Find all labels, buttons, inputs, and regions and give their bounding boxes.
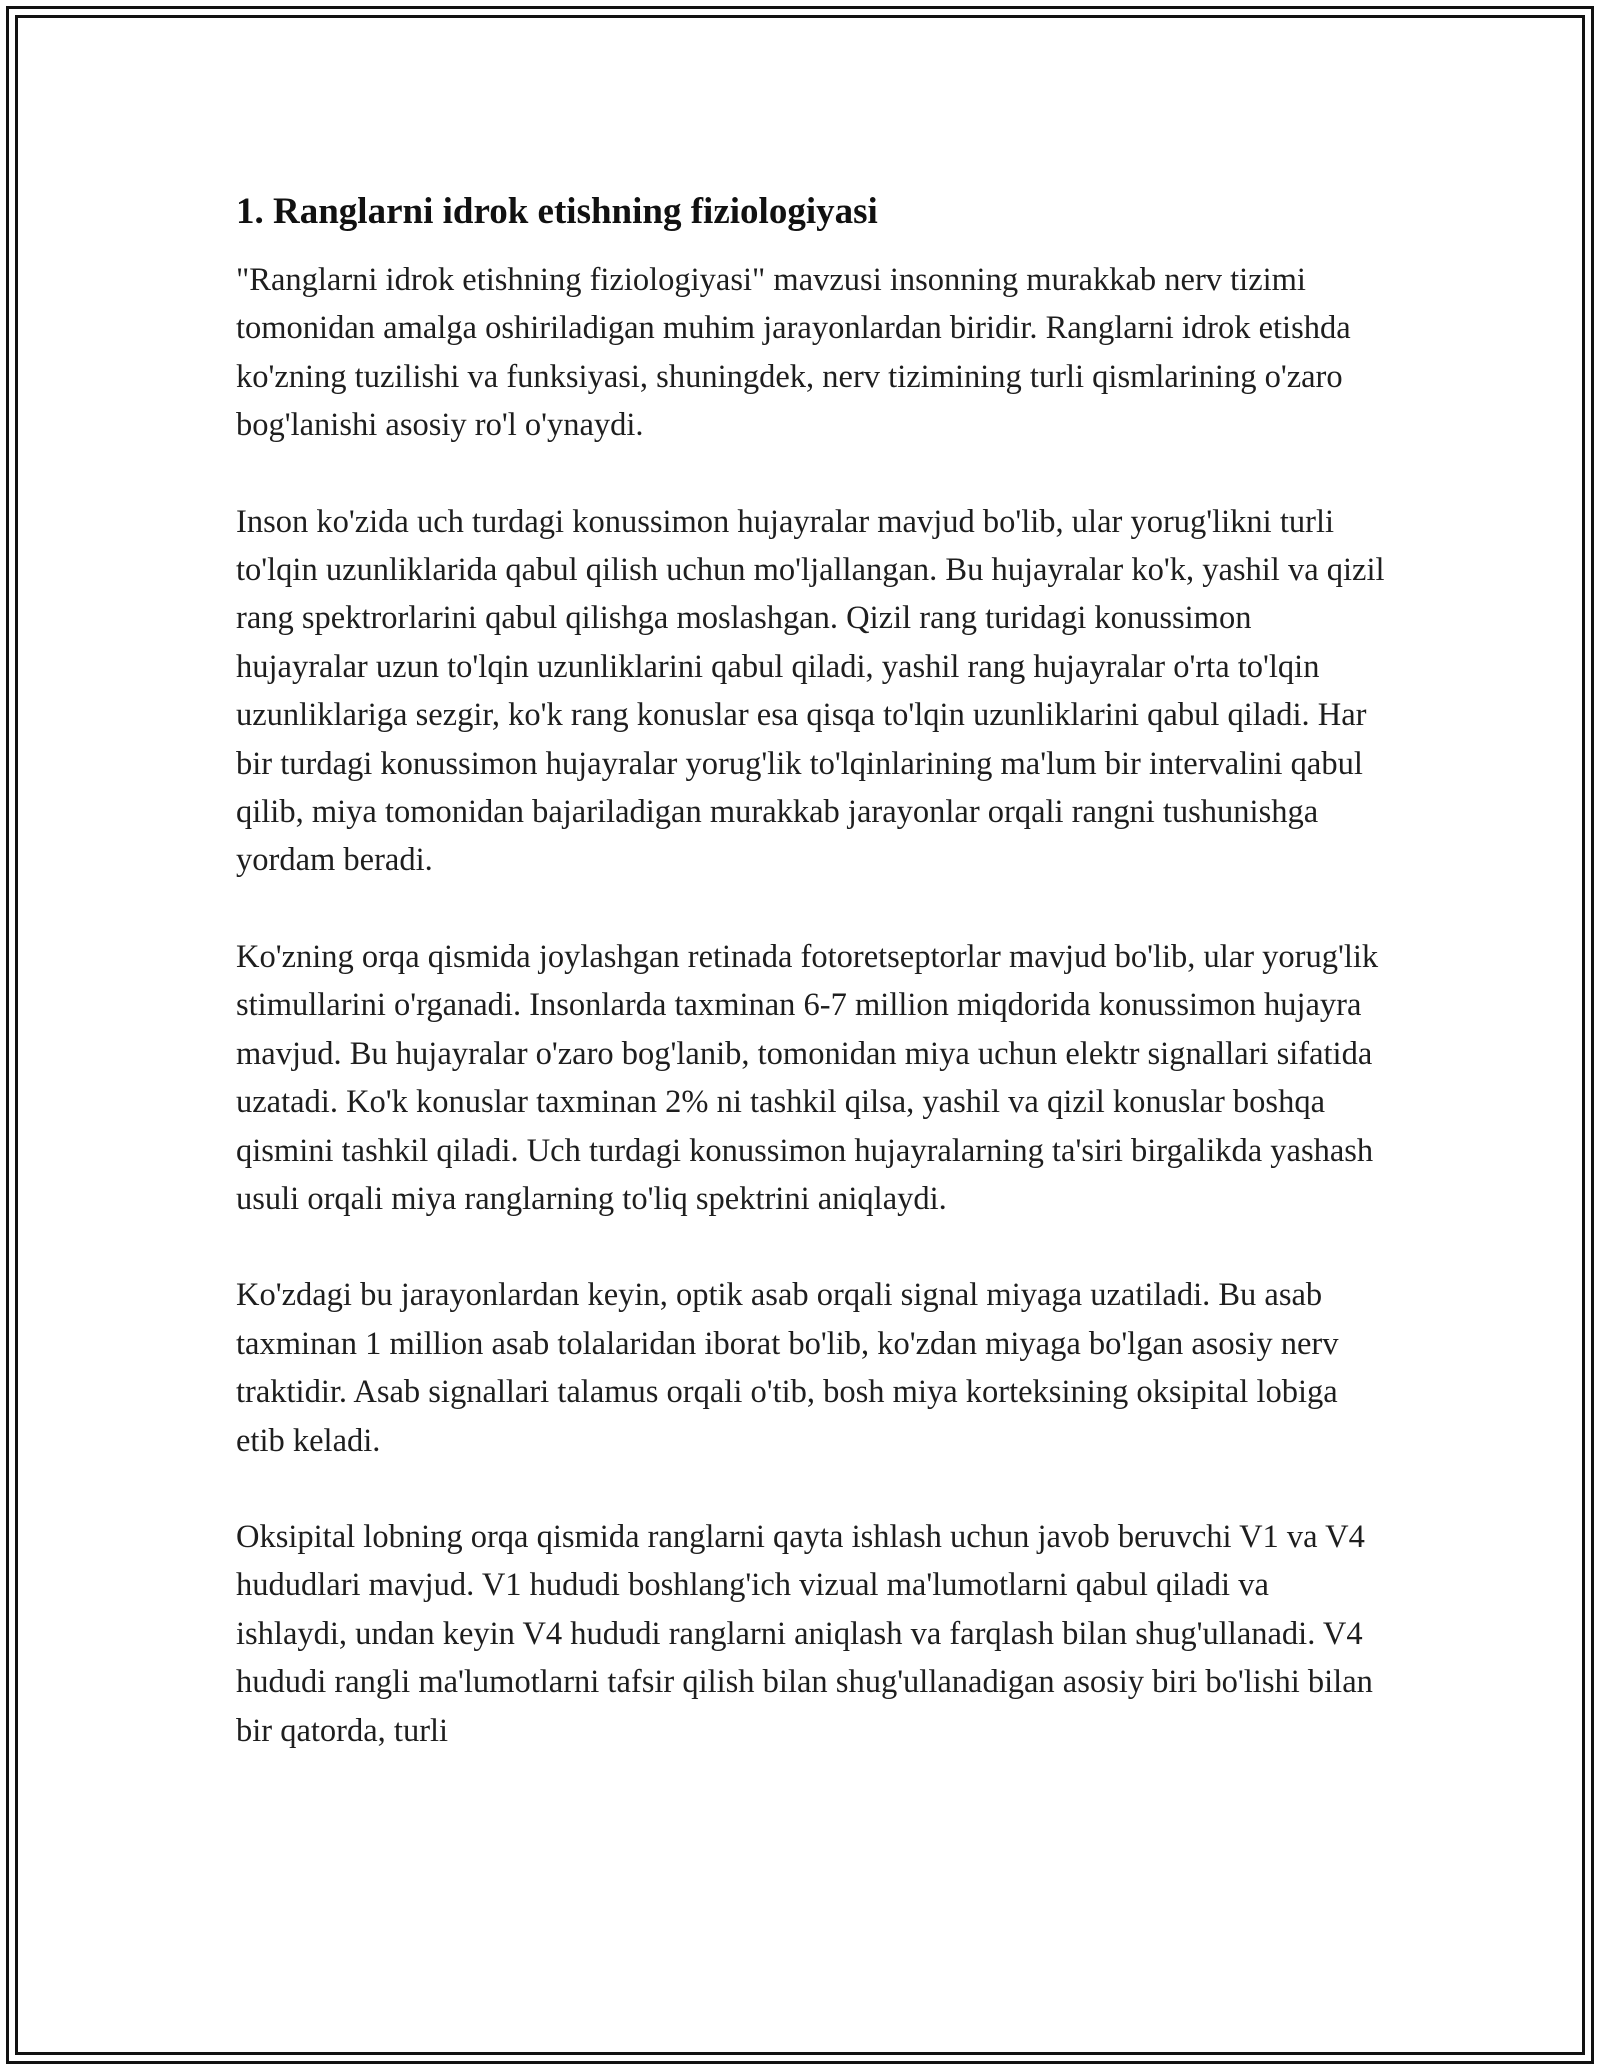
paragraph-intro: "Ranglarni idrok etishning fiziologiyasi" mavzusi insonning murakkab nerv tizimi tomonidan amalga oshiriladigan muhim jarayonlardan biridir. Ranglarni idrok etishda ko'zning tuzilishi va funksiyasi, shuningdek, nerv tizimining turli qismlarining o'zaro bog'lanishi asosiy ro'l o'ynaydi.: [236, 262, 1351, 444]
paragraph-retina: Ko'zning orqa qismida joylashgan retinada fotoretseptorlar mavjud bo'lib, ular yorug'lik stimullarini o'rganadi. Insonlarda taxminan 6-7 million miqdorida konussimon hujayra mavjud. Bu hujayralar o'zaro bog'lanib, tomonidan miya uchun elektr signallari sifatida uzatadi. Ko'k konuslar taxminan 2% ni tashkil qilsa, yashil va qizil konuslar boshqa qismini tashkil qiladi. Uch turdagi konussimon hujayralarning ta'siri birgalikda yashash usuli orqali miya ranglarning to'liq spektrini aniqlaydi.: [236, 938, 1379, 1217]
document-body: [236, 186, 1386, 1803]
paragraph-cone-cells: Inson ko'zida uch turdagi konussimon hujayralar mavjud bo'lib, ular yorug'likni turli to'lqin uzunliklarida qabul qilish uchun mo'ljallangan. Bu hujayralar ko'k, yashil va qizil rang spektrorlarini qabul qilishga moslashgan. Qizil rang turidagi konussimon hujayralar uzun to'lqin uzunliklarini qabul qiladi, yashil rang hujayralar o'rta to'lqin uzunliklariga sezgir, ko'k rang konuslar esa qisqa to'lqin uzunliklarini qabul qiladi. Har bir turdagi konussimon hujayralar yorug'lik to'lqinlarining ma'lum bir intervalini qabul qilib, miya tomonidan bajariladigan murakkab jarayonlar orqali rangni tushunishga yordam beradi.: [236, 503, 1385, 879]
paragraph-occipital-lobe: Oksipital lobning orqa qismida ranglarni qayta ishlash uchun javob beruvchi V1 va V4 hududlari mavjud. V1 hududi boshlang'ich vizual ma'lumotlarni qabul qiladi va ishlaydi, undan keyin V4 hududi ranglarni aniqlash va farqlash bilan shug'ullanadi. V4 hududi rangli ma'lumotlarni tafsir qilish bilan shug'ullanadigan asosiy biri bo'lishi bilan bir qatorda, turli: [236, 1518, 1373, 1749]
section-heading: 1. Ranglarni idrok etishning fiziologiyasi: [236, 191, 878, 232]
paragraph-optic-nerve: Ko'zdagi bu jarayonlardan keyin, optik asab orqali signal miyaga uzatiladi. Bu asab taxminan 1 million asab tolalaridan iborat bo'lib, ko'zdan miyaga bo'lgan asosiy nerv traktidir. Asab signallari talamus orqali o'tib, bosh miya korteksining oksipital lobiga etib keladi.: [236, 1277, 1339, 1459]
